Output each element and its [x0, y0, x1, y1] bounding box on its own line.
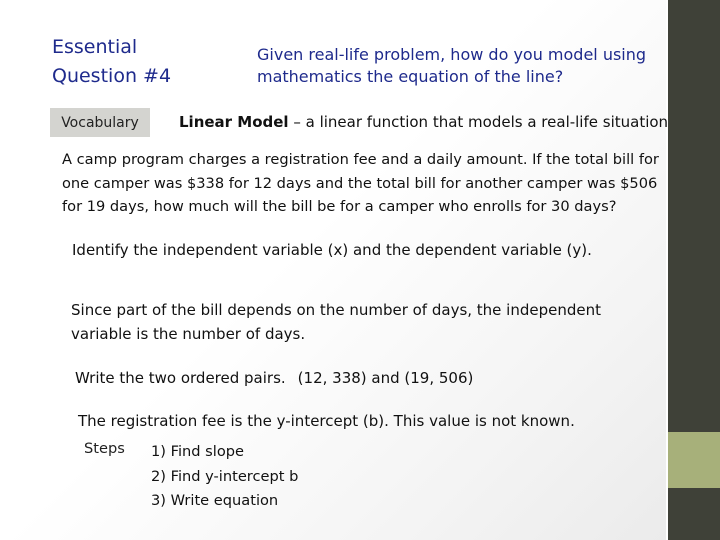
rail-dark-top — [668, 0, 720, 432]
essential-question-title: Essential Question #4 — [52, 36, 172, 87]
ordered-pairs-label: Write the two ordered pairs. — [75, 369, 286, 387]
ordered-pairs — [75, 367, 473, 391]
step-item: 2) Find y-intercept b — [151, 467, 299, 485]
independent-variable-explanation: Since part of the bill depends on the number of days, the independent variable is the number of days. — [71, 301, 602, 343]
steps-list — [151, 440, 298, 514]
step-item: 1) Find slope — [151, 443, 244, 460]
steps-label: Steps — [84, 440, 125, 457]
rail-dark-bottom — [668, 488, 720, 540]
vocabulary-term: Linear Model — [179, 113, 289, 131]
vocabulary-definition — [179, 113, 668, 131]
identify-variables: Identify the independent variable (x) and the dependent variable (y). — [72, 241, 592, 259]
word-problem: A camp program charges a registration fee and a daily amount. If the total bill for one camper was $338 for 12 days and the total bill for another camper was $506 for 19 days, how much will the bill be for a camper who enrolls for 30 days? — [62, 151, 659, 215]
essential-question-text: Given real-life problem, how do you model using mathematics the equation of the line? — [257, 45, 647, 86]
ordered-pairs-value: (12, 338) and (19, 506) — [297, 369, 474, 387]
vocabulary-definition-text: – a linear function that models a real-life situation — [293, 113, 669, 131]
step-item: 3) Write equation — [151, 492, 279, 509]
vocabulary-label: Vocabulary — [50, 108, 150, 137]
rail-accent — [668, 432, 720, 488]
registration-fee-note: The registration fee is the y-intercept (b). This value is not known. — [78, 412, 575, 430]
